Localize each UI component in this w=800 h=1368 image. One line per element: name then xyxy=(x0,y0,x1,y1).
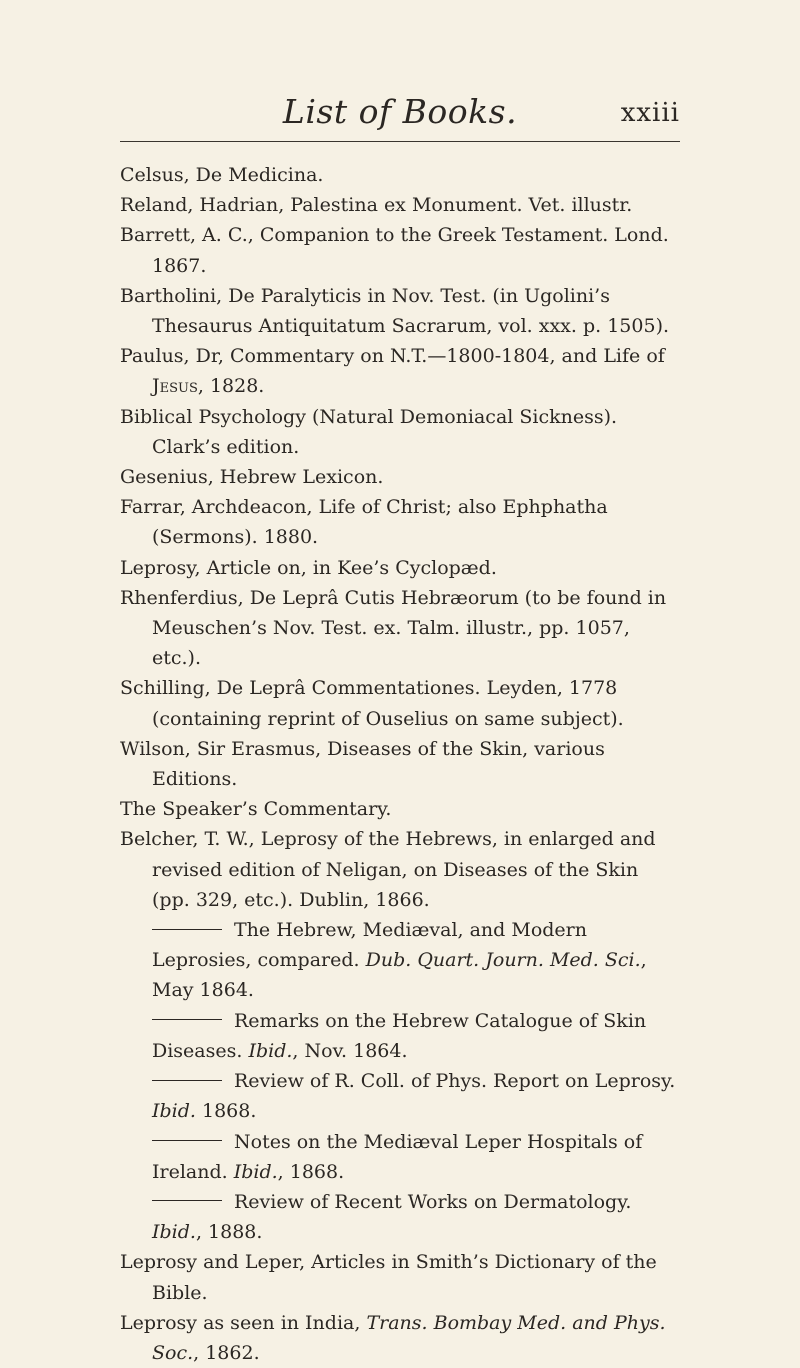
bibliography-list xyxy=(120,160,680,1368)
list-item: Leprosy, Article on, in Kee’s Cyclopæd. xyxy=(120,556,497,579)
page-number: xxiii xyxy=(620,98,680,128)
list-item: Remarks on the Hebrew Catalogue of Skin Diseases. Ibid., Nov. 1864. xyxy=(152,1009,647,1062)
list-item: The Speaker’s Commentary. xyxy=(120,798,392,821)
running-header xyxy=(120,92,680,132)
list-item: Biblical Psychology (Natural Demoniacal Sickness). Clark’s edition. xyxy=(120,405,618,458)
list-item: Belcher, T. W., Leprosy of the Hebrews, in enlarged and revised edition of Neligan, on Diseases of the Skin (pp. 329, etc.). Dublin, 1866. xyxy=(120,828,656,911)
list-item: Celsus, De Medicina. xyxy=(120,164,324,186)
list-item: Leprosy as seen in India, Trans. Bombay Med. and Phys. Soc., 1862. xyxy=(120,1311,666,1364)
ditto-dash xyxy=(152,1140,222,1141)
list-item: Review of R. Coll. of Phys. Report on Leprosy. Ibid. 1868. xyxy=(152,1070,676,1123)
list-item: Bartholini, De Paralyticis in Nov. Test. (in Ugolini’s Thesaurus Antiquitatum Sacrarum, vol. xxx. p. 1505). xyxy=(120,284,670,338)
list-item: Notes on the Mediæval Leper Hospitals of Ireland. Ibid., 1868. xyxy=(152,1130,643,1183)
list-item: Barrett, A. C., Companion to the Greek Testament. Lond. 1867. xyxy=(120,224,669,277)
list-item: Paulus, Dr, Commentary on N.T.—1800-1804, and Life of Jesus, 1828. xyxy=(120,345,665,398)
list-item: Rhenferdius, De Leprâ Cutis Hebræorum (to be found in Meuschen’s Nov. Test. ex. Talm. illustr., pp. 1057, etc.). xyxy=(120,586,667,670)
list-item: Farrar, Archdeacon, Life of Christ; also Ephphatha (Sermons). 1880. xyxy=(120,496,608,549)
ditto-dash xyxy=(152,1200,222,1201)
page-title: List of Books. xyxy=(282,92,518,131)
list-item: Gesenius, Hebrew Lexicon. xyxy=(120,466,384,489)
ditto-dash xyxy=(152,929,222,930)
list-item: Review of Recent Works on Dermatology. Ibid., 1888. xyxy=(152,1190,632,1244)
list-item: Leprosy and Leper, Articles in Smith’s Dictionary of the Bible. xyxy=(120,1251,657,1304)
list-item: Reland, Hadrian, Palestina ex Monument. Vet. illustr. xyxy=(120,194,633,217)
list-item: The Hebrew, Mediæval, and Modern Leprosies, compared. Dub. Quart. Journ. Med. Sci., May 1864. xyxy=(152,919,647,1002)
header-rule xyxy=(120,141,680,142)
list-item: Schilling, De Leprâ Commentationes. Leyden, 1778 (containing reprint of Ouselius on same subject). xyxy=(120,677,624,730)
ditto-dash xyxy=(152,1019,222,1020)
ditto-dash xyxy=(152,1080,222,1081)
list-item: Wilson, Sir Erasmus, Diseases of the Skin, various Editions. xyxy=(120,737,605,791)
